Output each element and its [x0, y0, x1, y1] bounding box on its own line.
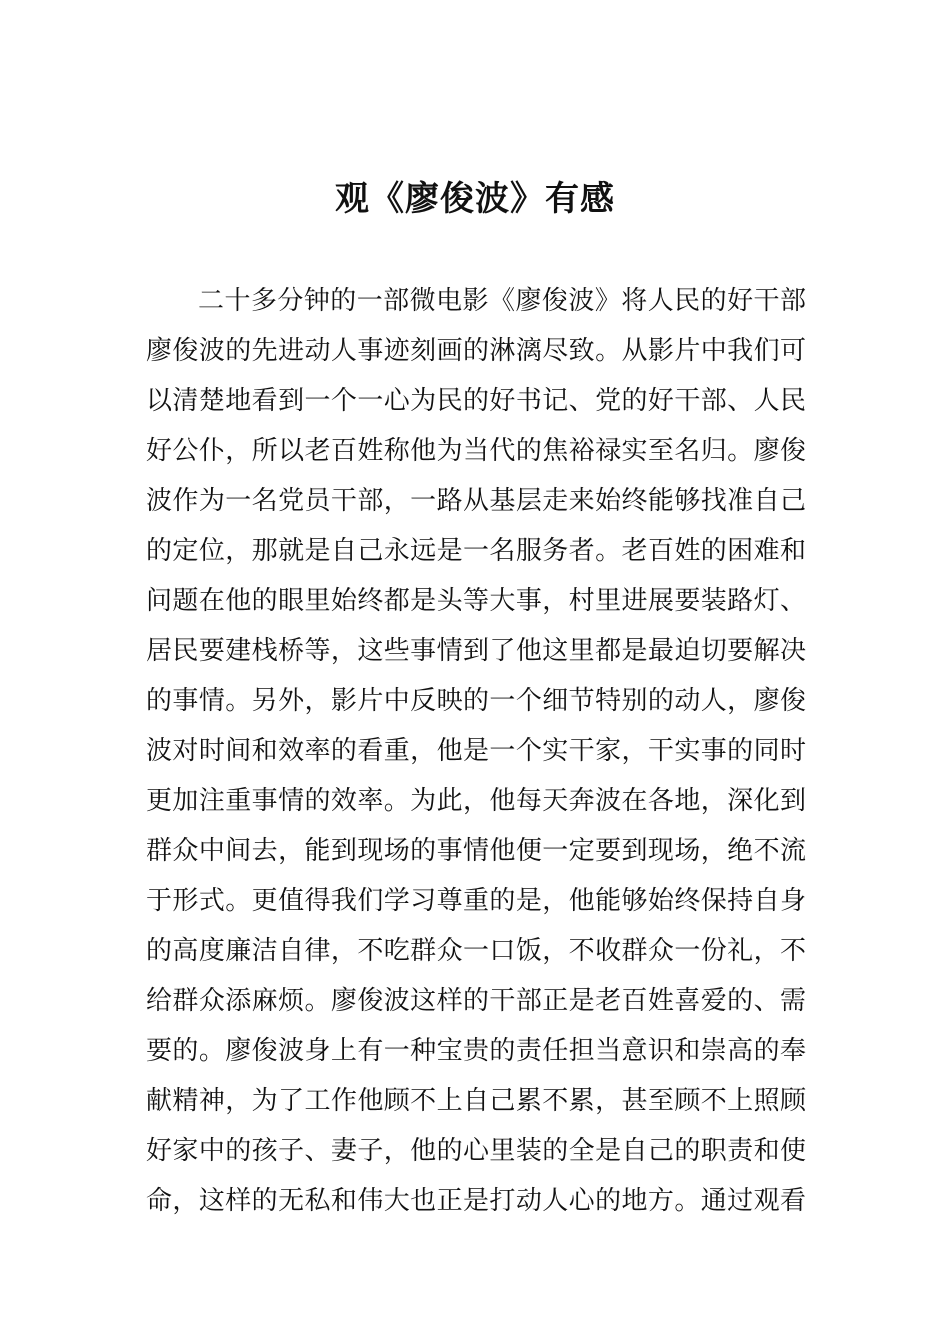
body-line: 居民要建栈桥等，这些事情到了他这里都是最迫切要解决 [146, 636, 806, 666]
body-line: 波作为一名党员干部，一路从基层走来始终能够找准自己 [146, 486, 806, 516]
body-line: 的高度廉洁自律，不吃群众一口饭，不收群众一份礼，不 [146, 936, 806, 966]
body-line: 给群众添麻烦。廖俊波这样的干部正是老百姓喜爱的、需 [146, 986, 806, 1016]
body-line: 廖俊波的先进动人事迹刻画的淋漓尽致。从影片中我们可 [146, 336, 806, 366]
body-line: 于形式。更值得我们学习尊重的是，他能够始终保持自身 [146, 886, 806, 916]
body-line: 群众中间去，能到现场的事情他便一定要到现场，绝不流 [146, 836, 806, 866]
body-line: 命，这样的无私和伟大也正是打动人心的地方。通过观看 [146, 1186, 806, 1216]
document-body [146, 276, 806, 1226]
body-line: 的定位，那就是自己永远是一名服务者。老百姓的困难和 [146, 536, 806, 566]
body-line: 波对时间和效率的看重，他是一个实干家，干实事的同时 [146, 736, 806, 766]
document-title: 观《廖俊波》有感 [335, 179, 615, 219]
body-line: 二十多分钟的一部微电影《廖俊波》将人民的好干部 [198, 286, 806, 316]
body-line: 好家中的孩子、妻子，他的心里装的全是自己的职责和使 [146, 1136, 806, 1166]
body-line: 献精神，为了工作他顾不上自己累不累，甚至顾不上照顾 [146, 1086, 806, 1116]
body-line: 问题在他的眼里始终都是头等大事，村里进展要装路灯、 [146, 586, 806, 616]
body-line: 好公仆，所以老百姓称他为当代的焦裕禄实至名归。廖俊 [146, 436, 806, 466]
body-line: 更加注重事情的效率。为此，他每天奔波在各地，深化到 [146, 786, 806, 816]
body-line: 的事情。另外，影片中反映的一个细节特别的动人，廖俊 [146, 686, 806, 716]
body-line: 要的。廖俊波身上有一种宝贵的责任担当意识和崇高的奉 [146, 1036, 806, 1066]
body-line: 以清楚地看到一个一心为民的好书记、党的好干部、人民 [146, 386, 806, 416]
